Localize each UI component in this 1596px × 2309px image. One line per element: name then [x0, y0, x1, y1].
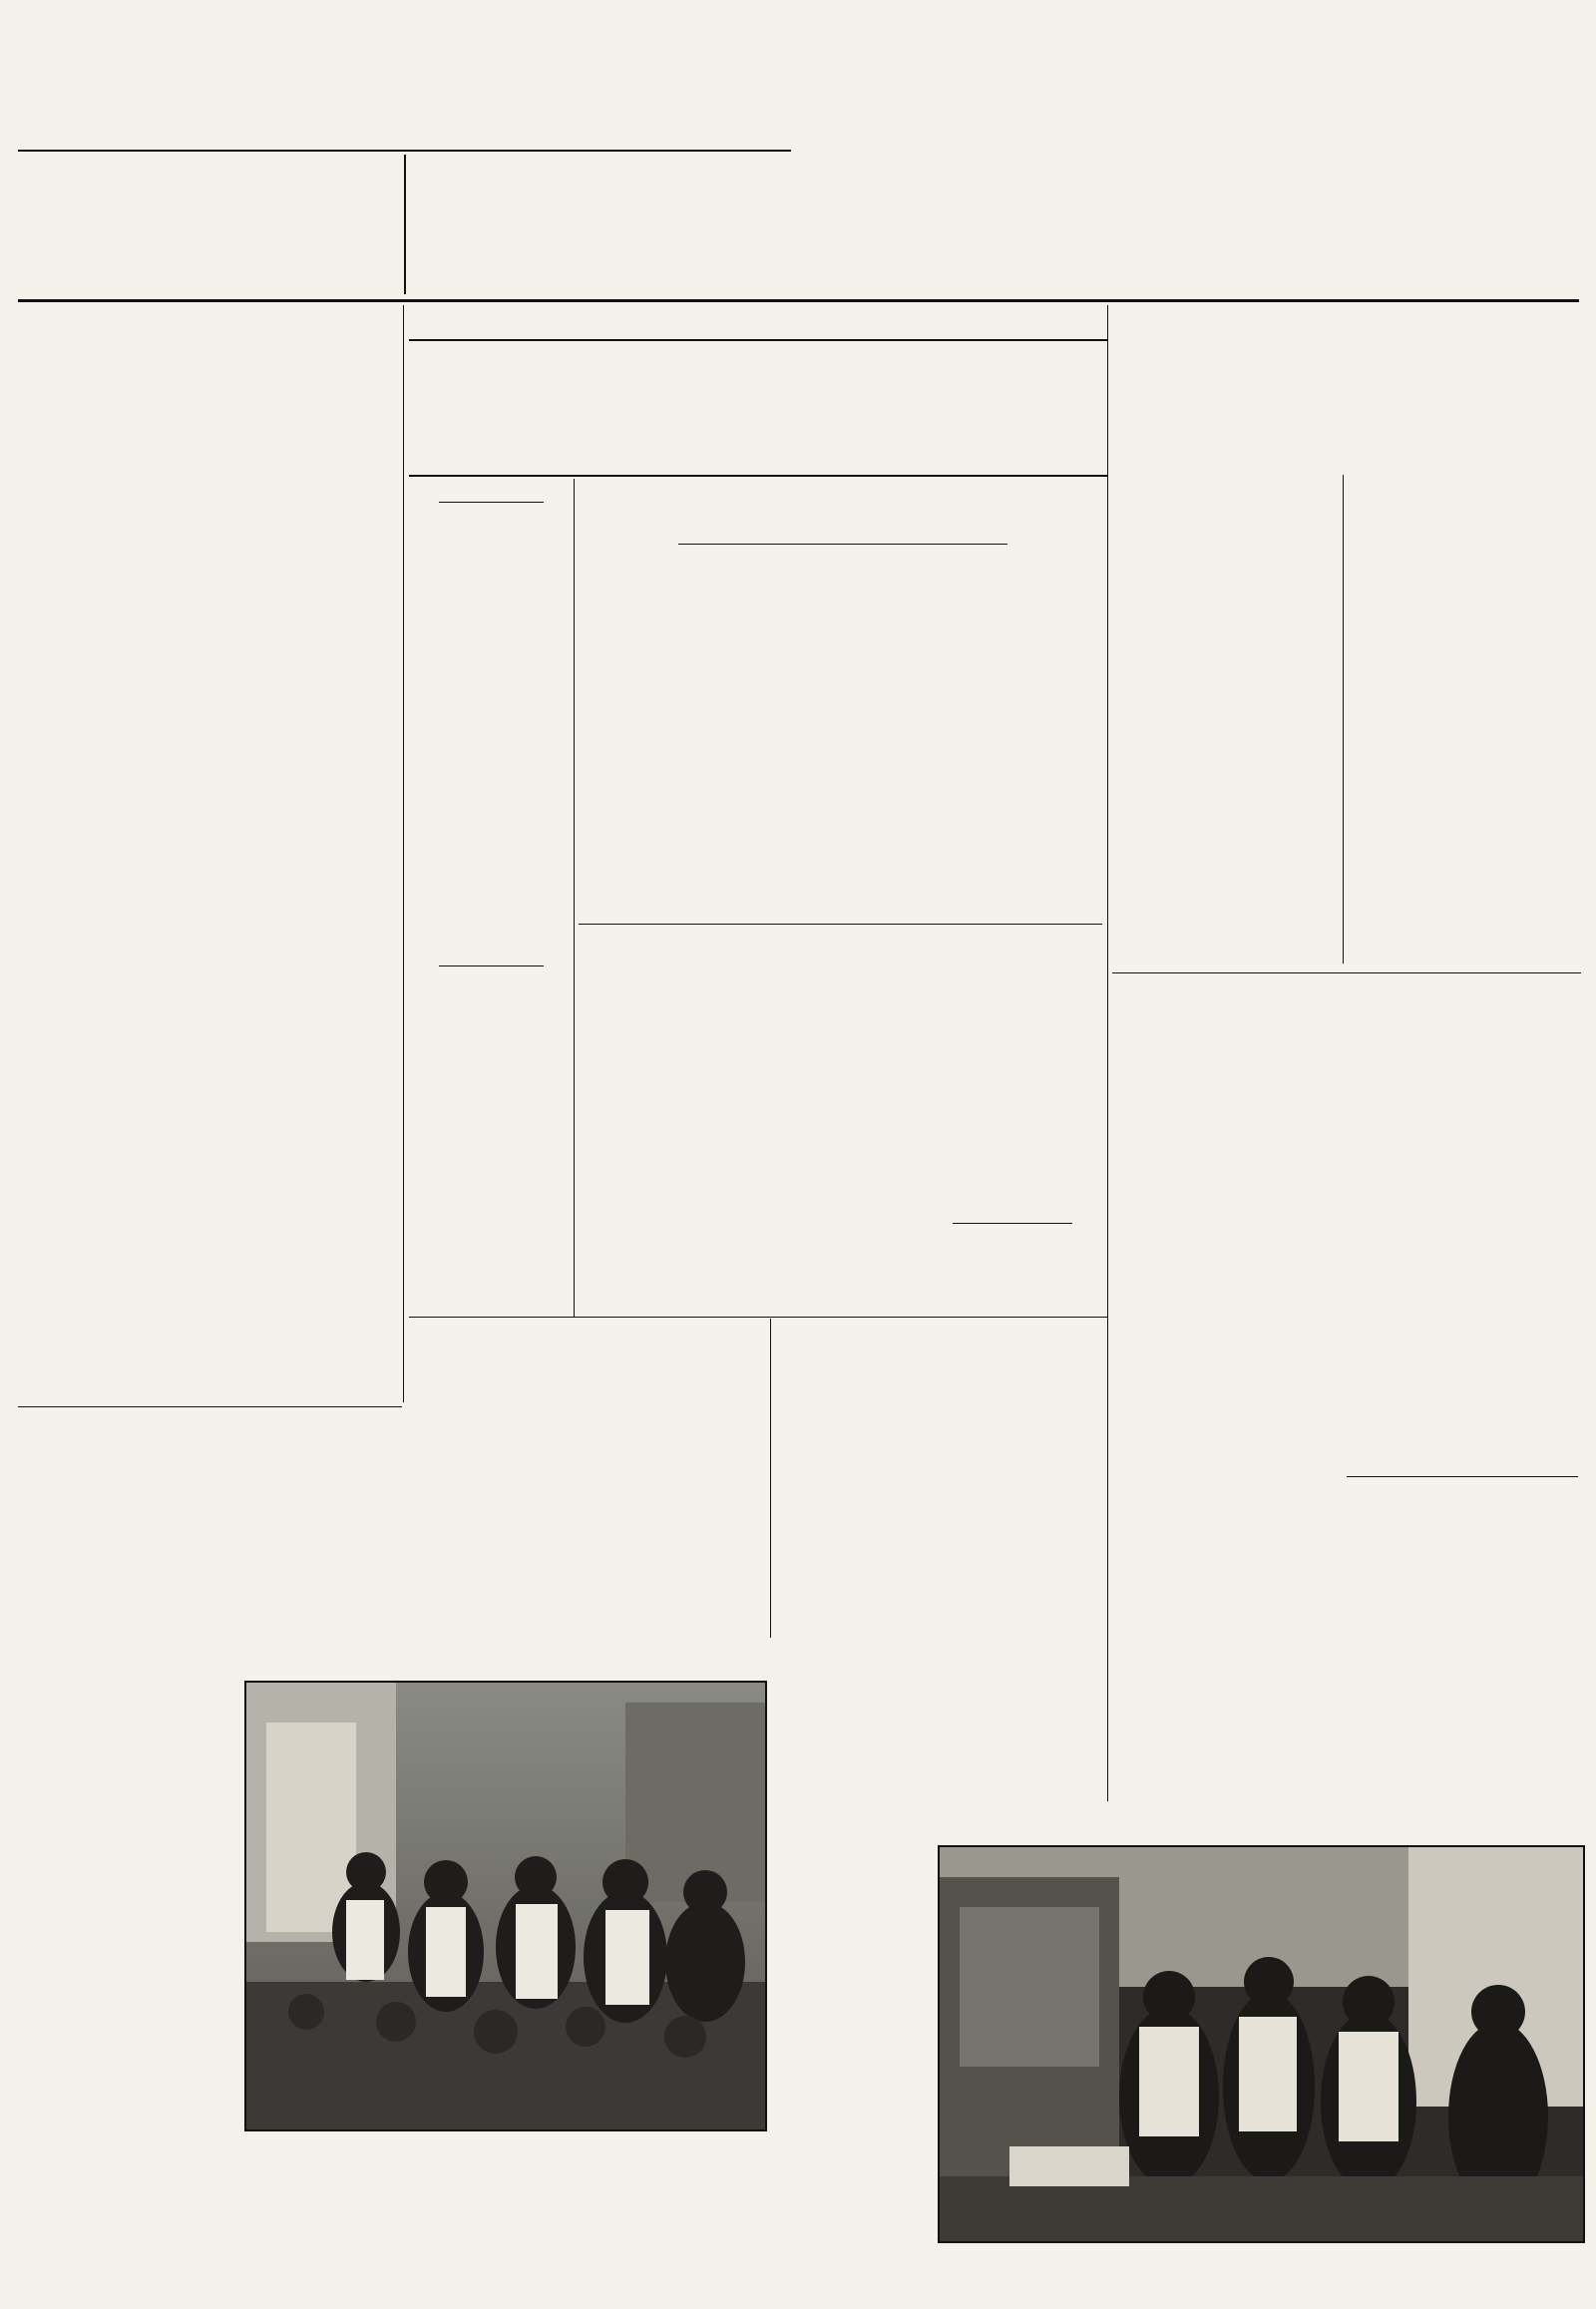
col-rule-sforza	[770, 1558, 771, 1638]
veto-head-1	[409, 1337, 768, 1376]
army-note	[411, 874, 569, 963]
red-body-2	[249, 1508, 429, 1636]
flour-photo-image	[246, 1683, 765, 2129]
wagons-photo-image	[940, 1847, 1583, 2241]
china-list	[1349, 1055, 1578, 1255]
col-rule-army	[574, 479, 575, 1317]
wagons-title	[938, 1803, 1581, 1843]
red-rule-top	[18, 1406, 402, 1407]
red-body	[20, 1508, 239, 2067]
right-body	[1113, 475, 1339, 954]
main-body-e	[932, 774, 1103, 918]
main-body-d	[932, 628, 1103, 738]
china-headline	[1112, 994, 1581, 1034]
column-headline	[773, 1337, 1102, 1386]
conspiracy-head-1	[579, 928, 1102, 958]
right-box-rule	[1343, 475, 1344, 963]
main-headline-1	[409, 343, 1107, 408]
col-rule-1	[403, 305, 404, 1402]
editorial-headline	[60, 311, 379, 411]
main-body-c	[932, 571, 1103, 610]
main-body-a	[581, 571, 750, 918]
bulgaria-box-rule	[953, 1223, 1072, 1224]
flour-caption	[244, 2131, 763, 2191]
conspiracy-body	[581, 1045, 918, 1313]
col-rule-veto	[770, 1319, 771, 1558]
wagons-caption	[938, 2244, 1581, 2284]
newspaper-logo	[803, 118, 1591, 235]
veto-head-2	[409, 1378, 768, 1418]
serbian-body	[1349, 573, 1578, 962]
masthead-rule-bottom	[18, 299, 1579, 302]
masthead-rule-top	[18, 150, 791, 152]
red-headline	[18, 1430, 766, 1478]
china-body-2	[1349, 1259, 1578, 1458]
mules-body	[411, 987, 569, 1182]
veto-rule-top	[409, 1317, 1107, 1318]
flour-photo	[244, 1681, 767, 2131]
conspiracy-rule-top	[579, 924, 1102, 925]
china-rule-top	[1112, 972, 1581, 973]
main-headline-2	[409, 411, 1107, 476]
china-foot-rule	[1347, 1476, 1578, 1477]
main-sub-rule	[678, 544, 1007, 545]
red-body-3	[439, 1508, 763, 1636]
china-body	[1113, 1055, 1341, 1479]
masthead-divider	[404, 155, 406, 294]
conspiracy-head-3	[579, 991, 1102, 1021]
col-rule-right	[1107, 305, 1108, 1801]
column-body	[776, 1448, 1103, 1797]
bulgaria-body	[926, 1227, 1103, 1315]
main-headline-rule	[409, 475, 1107, 477]
army-rule	[439, 965, 544, 966]
main-kicker-rule	[409, 339, 1107, 341]
army-body	[411, 666, 569, 871]
wagons-photo	[938, 1845, 1585, 2243]
flour-title	[244, 1638, 763, 1678]
conspiracy-head-2	[579, 960, 1102, 989]
main-body-b	[756, 571, 926, 918]
salary-body	[1349, 1530, 1578, 1799]
editorial-body	[18, 419, 397, 1374]
army-label-rule	[439, 502, 544, 503]
